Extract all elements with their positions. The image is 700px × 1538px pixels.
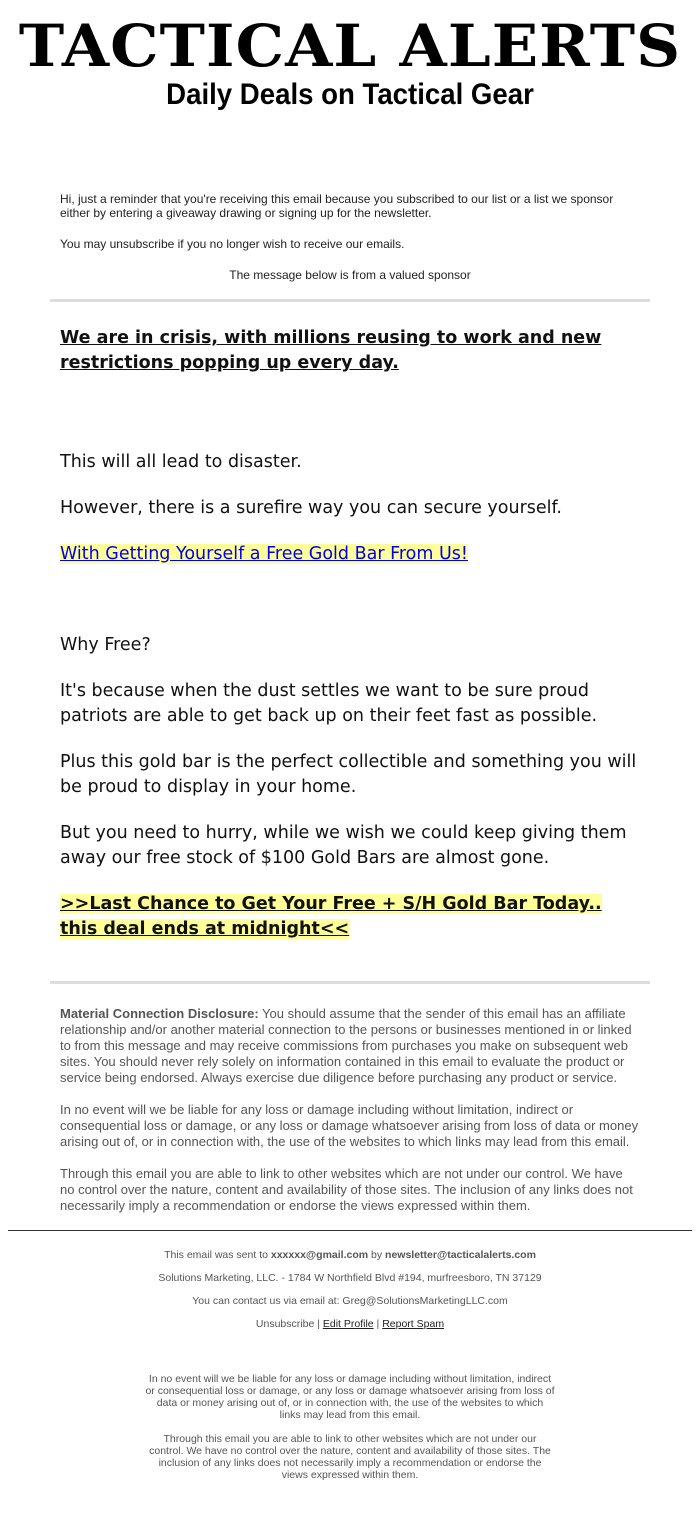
disclosure-label: Material Connection Disclosure:: [60, 1006, 259, 1021]
paragraph: Why Free?: [60, 635, 151, 655]
sender-email: newsletter@tacticalalerts.com: [385, 1249, 536, 1261]
disclosure: [0, 984, 700, 1214]
disclosure-text: You should assume that the sender of this email has an affiliate relationship and/or another material connection to the persons or businesses mentioned in or linked to from this message and may receive commissions from purchases you make on subsequent web sites. You should never rely solely on information contained in this email to evaluate the product or service being endorsed. Always exercise due diligence before purchasing any product or service.: [60, 1006, 632, 1085]
paragraph: This will all lead to disaster.: [60, 452, 302, 472]
contact: You can contact us via email at: Greg@SolutionsMarketingLLC.com: [192, 1295, 508, 1307]
sent-by: by: [368, 1249, 386, 1261]
paragraph: Plus this gold bar is the perfect collectible and something you will be proud to display in your home.: [60, 752, 637, 797]
recipient-email: xxxxxx@gmail.com: [270, 1249, 369, 1261]
logo: [0, 0, 700, 144]
footer: [0, 1231, 700, 1481]
intro: [60, 192, 640, 282]
logo-title: TACTICAL ALERTS: [18, 12, 682, 80]
paragraph: But you need to hurry, while we wish we could keep giving them away our free stock of $100 Gold Bars are almost gone.: [60, 823, 627, 868]
unsubscribe-link[interactable]: Unsubscribe: [255, 1318, 315, 1330]
paragraph: It's because when the dust settles we want to be sure proud patriots are able to get back up on their feet fast as possible.: [60, 681, 598, 726]
separator: |: [373, 1318, 383, 1330]
intro-reminder: Hi, just a reminder that you're receiving this email because you subscribed to our list or a list we sponsor either by entering a giveaway drawing or signing up for the newsletter.: [60, 192, 614, 220]
intro-unsubscribe-note: You may unsubscribe if you no longer wish to receive our emails.: [60, 237, 405, 251]
links-text: Through this email you are able to link to other websites which are not under our control. We have no control over the nature, content and availability of those sites. The inclusion of any links does not necessarily imply a recommendation or endorse the views expressed within them.: [60, 1166, 633, 1213]
address: Solutions Marketing, LLC. - 1784 W Northfield Blvd #194, murfreesboro, TN 37129: [158, 1272, 542, 1284]
cta-link[interactable]: >>Last Chance to Get Your Free + S/H Gold Bar Today.. this deal ends at midnight<<: [60, 894, 602, 939]
headline: We are in crisis, with millions reusing to work and new restrictions popping up every day.: [60, 328, 602, 373]
footer-links-text: Through this email you are able to link to other websites which are not under our control. We have no control over the nature, content and availability of those sites. The inclusion of any links does not necessarily imply a recommendation or endorse the views expressed within them.: [149, 1433, 551, 1481]
separator: |: [314, 1318, 323, 1330]
report-spam-link[interactable]: Report Spam: [382, 1318, 445, 1330]
sponsor-note: The message below is from a valued sponsor: [229, 268, 471, 282]
paragraph: However, there is a surefire way you can secure yourself.: [60, 498, 562, 518]
sent-prefix: This email was sent to: [164, 1249, 271, 1261]
footer-liability: In no event will we be liable for any loss or damage including without limitation, indirect or consequential loss or damage, or any loss or damage whatsoever arising from loss of data or money arising out of, or in connection with, the use of the websites to which links may lead from this email.: [145, 1373, 555, 1421]
liability-text: In no event will we be liable for any loss or damage including without limitation, indirect or consequential loss or damage, or any loss or damage whatsoever arising from loss of data or money arising out of, or in connection with, the use of the websites to which links may lead from this email.: [60, 1102, 639, 1149]
edit-profile-link[interactable]: Edit Profile: [322, 1318, 374, 1330]
logo-subtitle: Daily Deals on Tactical Gear: [166, 78, 534, 111]
sponsor-message: [0, 302, 700, 981]
gold-bar-link[interactable]: With Getting Yourself a Free Gold Bar From Us!: [60, 544, 468, 564]
